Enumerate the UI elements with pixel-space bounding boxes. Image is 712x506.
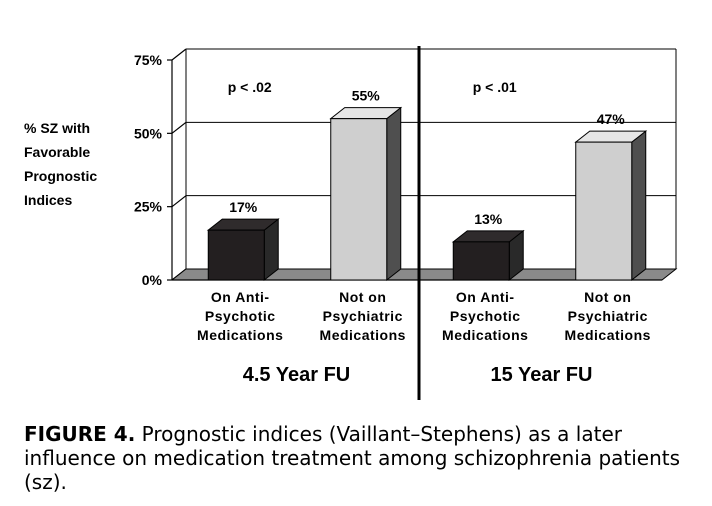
p-value-label: p < .01: [472, 79, 517, 95]
x-category-label: Psychiatric: [322, 308, 403, 324]
x-category-label: On Anti-: [455, 289, 515, 305]
bar-value-label: 13%: [474, 210, 503, 227]
bar: [576, 142, 632, 280]
y-axis-label-line: Prognostic: [24, 168, 98, 184]
x-category-label: Not on: [584, 289, 632, 305]
x-category-label: Not on: [339, 289, 387, 305]
y-tick-label: 0%: [141, 272, 162, 288]
x-category-label: Medications: [319, 327, 406, 343]
figure-caption: [24, 422, 694, 494]
y-tick-label: 75%: [133, 52, 162, 68]
group-title: 4.5 Year FU: [242, 364, 351, 386]
y-tick-diagonal: [172, 49, 186, 60]
x-category-label: Medications: [442, 327, 529, 343]
bar-side: [632, 131, 646, 280]
y-tick-label: 50%: [133, 125, 162, 142]
bar-value-label: 17%: [229, 199, 258, 216]
figure-caption-text: Prognostic indices (Vaillant–Stephens) as a later influence on medication treatment among schizophrenia patients (sz).: [24, 422, 681, 494]
y-tick-label: 25%: [133, 198, 162, 215]
y-axis-label-line: % SZ with: [24, 120, 91, 136]
y-axis-label: [24, 116, 134, 212]
y-tick-diagonal: [172, 196, 186, 207]
x-category-label: Psychiatric: [567, 308, 648, 324]
x-category-label: Psychotic: [204, 308, 276, 324]
y-tick-diagonal: [172, 122, 186, 133]
bar-value-label: 47%: [596, 111, 625, 128]
y-axis-label-line: Indices: [24, 192, 73, 208]
x-category-label: Medications: [197, 327, 284, 343]
group-title: 15 Year FU: [490, 364, 593, 386]
x-category-label: On Anti-: [210, 289, 270, 305]
x-category-label: Medications: [564, 327, 651, 343]
bar-value-label: 55%: [351, 87, 380, 104]
bar: [453, 242, 509, 280]
y-axis-label-line: Favorable: [24, 144, 91, 160]
figure-caption-label: FIGURE 4.: [24, 422, 136, 446]
p-value-label: p < .02: [227, 79, 272, 95]
bar-side: [387, 108, 401, 280]
bar: [208, 230, 264, 280]
x-category-label: Psychotic: [449, 308, 521, 324]
bar: [331, 119, 387, 280]
